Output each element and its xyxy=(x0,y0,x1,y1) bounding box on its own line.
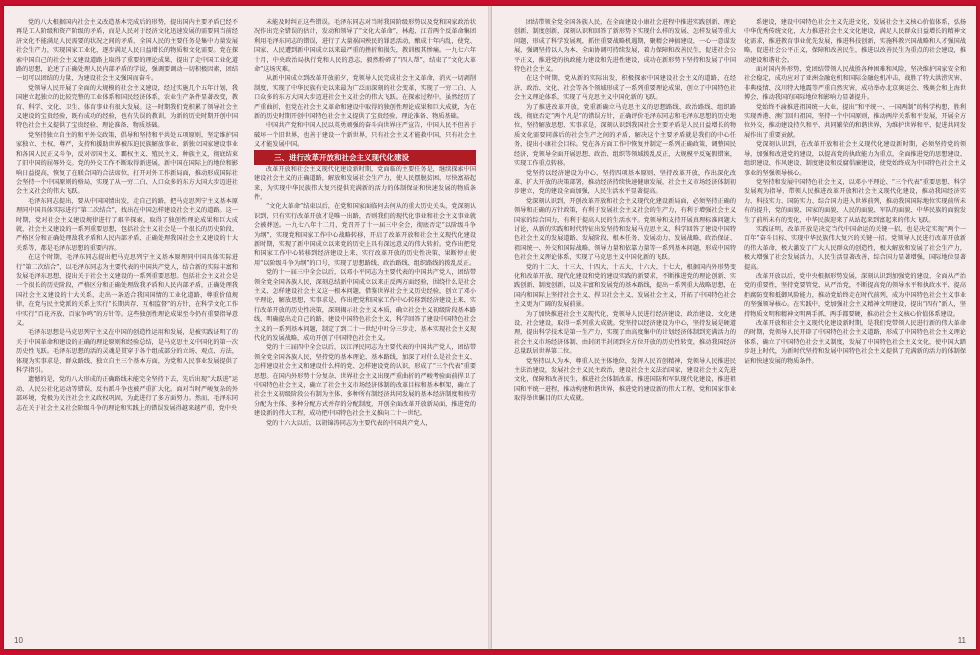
paragraph: 党的十一届三中全会以后，以邓小平同志为主要代表的中国共产党人，团结带领全党全国各族人民，深刻总结新中国成立以来正反两方面经验，围绕什么是社会主义、怎样建设社会主义这一根本问题，借鉴世界社会主义历史经验，创立了邓小平理论，解放思想，实事求是，作出把党和国家工作中心转移到经济建设上来、实行改革开放的历史性决策，深刻揭示社会主义本质，确立社会主义初级阶段基本路线，明确提出走自己的路、建设中国特色社会主义，科学回答了建设中国特色社会主义的一系列基本问题，制定了到二十一世纪中叶分三步走、基本实现社会主义现代化的发展战略，成功开创了中国特色社会主义。 xyxy=(254,269,476,342)
section-heading: 三、进行改革开放和社会主义现代化建设 xyxy=(254,150,476,165)
right-page-column-1 xyxy=(514,18,736,404)
paragraph: 实践证明，改革开放是决定当代中国命运的关键一招，也是决定实现“两个一百年”奋斗目标、实现中华民族伟大复兴的关键一招。党领导人民进行改革开放新的伟大革命，极大激发了广大人民群众的创造性，极大解放和发展了社会生产力，极大增强了社会发展活力，人民生活显著改善，综合国力显著增强，国际地位显著提高。 xyxy=(744,225,966,271)
right-page-column-2 xyxy=(744,18,966,366)
left-page xyxy=(4,6,488,649)
left-page-column-2 xyxy=(254,18,476,428)
paragraph: 未能及时纠正这些错误。毛泽东同志对当时我国阶级形势以及党和国家政治状况作出完全错误的估计，发动和领导了“文化大革命”，林彪、江青两个反革命集团利用毛泽东同志的错误，进行了大量祸国殃民的罪恶活动，酿成十年内乱，使党、国家、人民遭到新中国成立以来最严重的挫折和损失，教训极其惨痛。一九七六年十月，中央政治局执行党和人民的意志，毅然粉碎了“四人帮”，结束了“文化大革命”这场灾难。 xyxy=(254,19,476,74)
paragraph: 改革开放和社会主义现代化建设新时期，是我们党带领人民进行新的伟大革命的时期，党领导人民开辟了中国特色社会主义道路，形成了中国特色社会主义理论体系，确立了中国特色社会主义制度，发展了中国特色社会主义文化，使中国大踏步赶上时代，为新时代坚持和发展中国特色社会主义提供了充满新的活力的体制保证和快速发展的物质条件。 xyxy=(744,320,966,365)
left-page-column-1 xyxy=(16,18,238,413)
paragraph: 从新中国成立到改革开放前夕，党领导人民完成社会主义革命，消灭一切剥削制度，实现了中华民族有史以来最为广泛而深刻的社会变革，实现了一穷二白、人口众多的东方大国大步迈进社会主义社会的伟大飞跃。在探索过程中，虽然经历了严重曲折，但党在社会主义革命和建设中取得的独创性理论成果和巨大成就，为在新的历史时期开创中国特色社会主义提供了宝贵经验、理论准备、物质基础。 xyxy=(254,75,476,121)
paragraph: 党坚持和发展中国特色社会主义，以邓小平理论、“三个代表”重要思想、科学发展观为指导，带领人民推进改革开放和社会主义现代化建设，推动我国经济实力、科技实力、国防实力、综合国力进入世界前列，推动我国国际地位实现前所未有的提升，党的面貌、国家的面貌、人民的面貌、军队的面貌、中华民族的面貌发生了前所未有的变化，中华民族迎来了从站起来到富起来的伟大飞跃。 xyxy=(744,178,966,224)
paragraph: 毛泽东思想是马克思列宁主义在中国的创造性运用和发展，是被实践证明了的关于中国革命和建设的正确的理论原则和经验总结，是马克思主义中国化的第一次历史性飞跃。毛泽东思想的活的灵魂是贯穿于各个组成部分的立场、观点、方法，体现为实事求是、群众路线、独立自主三个基本方面，为党和人民事业发展提供了科学指引。 xyxy=(16,329,238,375)
paragraph: “文化大革命”结束以后，在党和国家面临何去何从的重大历史关头，党深刻认识到，只有实行改革开放才是唯一出路，否则我们的现代化事业和社会主义事业就会被葬送。一九七八年十二月，党召开了十一届三中全会，彻底否定“以阶级斗争为纲”，实现党和国家工作中心战略转移，开启了改革开放和社会主义现代化建设新时期，实现了新中国成立以来党的历史上具有深远意义的伟大转折。党作出把党和国家工作中心转移到经济建设上来、实行改革开放的历史性决策，果断停止使用“以阶级斗争为纲”的口号，实现了思想路线、政治路线、组织路线的拨乱反正。 xyxy=(254,203,476,267)
paragraph: 在这个时期，党从新的实际出发，积极探索中国建设社会主义的道路，在经济、政治、文化、社会等各个领域形成了一系列重要理论成果，创立了中国特色社会主义理论体系，实现了马克思主义中国化新的飞跃。 xyxy=(514,75,736,102)
paragraph: 为了推进改革开放，党重新确立马克思主义的思想路线、政治路线、组织路线，彻底否定“两个凡是”的错误方针，正确评价毛泽东同志和毛泽东思想的历史地位，坚持解放思想、实事求是，深刻认识到我国社会主要矛盾是人民日益增长的物质文化需要同落后的社会生产之间的矛盾，解决这个主要矛盾就是我们的中心任务，提出小康社会目标。党在各方面工作中恢复并制定一系列正确政策，调整国民经济，党领导全面开展思想、政治、组织等领域拨乱反正，大规模平反冤假错案，实现工作重点转移。 xyxy=(514,103,736,168)
paragraph: 党坚持以经济建设为中心、坚持四项基本原则、坚持改革开放，作出深化改革、扩大开放的决策部署，推动经济持续快速健康发展，社会主义市场经济体制初步建立，党的建设全面加强，人民生活水平显著提高。 xyxy=(514,169,736,196)
paragraph: 党的八大根据国内社会主义改造基本完成后的形势，提出国内主要矛盾已经不再是工人阶级和资产阶级的矛盾，而是人民对于经济文化迅速发展的需要同当前经济文化不能满足人民需要的状况之间的矛盾，全国人民的主要任务是集中力量发展社会生产力，实现国家工业化，逐步满足人民日益增长的物质和文化需要。党在探索中国自己的社会主义建设道路上取得了重要的理论成果，提出了走中国工业化道路的思想，论述了正确处理人民内部矛盾的学说，强调要调动一切积极因素，团结一切可以团结的力量，为建设社会主义强国而奋斗。 xyxy=(16,19,238,83)
paragraph: 党坚持独立自主的和平外交政策，倡导和坚持和平共处五项原则，坚定维护国家独立、主权、尊严，支持和援助世界被压迫民族解放事业、新独立国家建设事业和各国人民正义斗争，反对帝国主义、霸权主义、殖民主义、种族主义，彻底结束了旧中国的屈辱外交。党的外交工作不断取得新进展，新中国在国际上的地位和影响日益提高，恢复了在联合国的合法席位，打开对外工作新局面，推动形成国际社会坚持一个中国原则的格局，实现了从一穷二白、人口众多的东方大国大步迈进社会主义社会的伟大飞跃。 xyxy=(16,131,238,196)
page-number-right: 11 xyxy=(957,636,966,645)
page-number-left: 10 xyxy=(14,636,23,645)
paragraph: 党的十三届四中全会以后，以江泽民同志为主要代表的中国共产党人，团结带领全党全国各族人民，坚持党的基本理论、基本路线，加深了对什么是社会主义、怎样建设社会主义和建设什么样的党、怎样建设党的认识，形成了“三个代表”重要思想。在国内外形势十分复杂、世界社会主义出现严重曲折的严峻考验面前捍卫了中国特色社会主义，确立了社会主义市场经济体制的改革目标和基本框架，确立了社会主义初级阶段公有制为主体、多种所有制经济共同发展的基本经济制度和按劳分配为主体、多种分配方式并存的分配制度，开创全面改革开放新局面，推进党的建设新的伟大工程，成功把中国特色社会主义推向二十一世纪。 xyxy=(254,344,476,418)
right-page xyxy=(492,6,976,649)
paragraph: 党深刻认识到，在改革开放和社会主义现代化建设新时期，必须坚持党的领导，加强和改进党的建设，以提高党的执政能力为重点，全面推进党的思想建设、组织建设、作风建设、制度建设和反腐倡廉建设，使党始终成为中国特色社会主义事业的坚强领导核心。 xyxy=(744,141,966,177)
paragraph: 党领导人民开展了全面的大规模的社会主义建设，经过实施几个五年计划，我国建立起独立的比较完整的工业体系和国民经济体系，农业生产条件显著改变，教育、科学、文化、卫生、体育事业有很大发展。这一时期我们党积累了领导社会主义建设的宝贵经验，既有成功的经验，也有失误的教训，为新的历史时期开创中国特色社会主义提供了宝贵经验、理论准备、物质基础。 xyxy=(16,84,238,130)
paragraph: 中国共产党和中国人民以英勇顽强的奋斗向世界庄严宣告，中国人民不但善于破坏一个旧世界，也善于建设一个新世界，只有社会主义才能救中国，只有社会主义才能发展中国。 xyxy=(254,122,476,149)
paragraph: 系建设，建设中国特色社会主义先进文化，发展社会主义核心价值体系，弘扬中华优秀传统文化，大力推进社会主义文化建设，满足人民群众日益增长的精神文化需求，推进教育事业优先发展，推进科技创新，实施科教兴国战略和人才强国战略，促进社会公平正义，保障和改善民生，推进以改善民生为重点的社会建设，推动建设和谐社会。 xyxy=(744,19,966,64)
paragraph: 毛泽东同志提出，要从中国国情出发，走自己的路，把马克思列宁主义基本原理同中国具体实际进行“第二次结合”，找出在中国怎样建设社会主义的道路。这一时期，党对社会主义建设规律进行了艰辛探索，取得了独创性理论成果和巨大成就，社会主义建设的一系列重要思想，包括社会主义社会是一个很长的历史阶段、严格区分和正确处理敌我矛盾和人民内部矛盾、正确处理我国社会主义建设的十大关系等，都是毛泽东思想的重要内容。 xyxy=(16,197,238,252)
paragraph: 改革开放以后，党中央根据形势发展，深刻认识到加强党的建设、全面从严治党的重要性，坚持党要管党、从严治党，不断提高党的领导水平和执政水平、提高拒腐防变和抵御风险能力，推动党始终走在时代前列，成为中国特色社会主义事业的坚强领导核心。在实践中，党加强社会主义精神文明建设，提出“四有”新人，坚持物质文明和精神文明两手抓、两手都要硬，推动社会主义核心价值体系建设。 xyxy=(744,272,966,318)
paragraph: 遗憾的是，党的八大形成的正确路线未能完全坚持下去，先后出现“大跃进”运动、人民公社化运动等错误，反右派斗争也被严重扩大化。面对当时严峻复杂的外部环境，党极为关注社会主义政权巩固，为此进行了多方面努力。然而，毛泽东同志在关于社会主义社会阶级斗争的理论和实践上的错误发展得越来越严重，党中央 xyxy=(16,376,238,412)
paragraph: 在这个时期，毛泽东同志提出把马克思列宁主义基本原理同中国具体实际进行“第二次结合”，以毛泽东同志为主要代表的中国共产党人，结合新的实际丰富和发展毛泽东思想，提出关于社会主义建设的一系列重要思想。包括社会主义社会是一个很长的历史阶段，严格区分和正确处理敌我矛盾和人民内部矛盾，正确处理我国社会主义建设的十大关系，走出一条适合我国国情的工业化道路，尊重价值规律，在党与民主党派的关系上实行“长期共存、互相监督”的方针，在科学文化工作中实行“百花齐放、百家争鸣”的方针等。这些独创性理论成果至今仍有重要指导意义。 xyxy=(16,254,238,327)
paragraph: 团结带领全党全国各族人民，在全面建设小康社会进程中推进实践创新、理论创新、制度创新，深刻认识和回答了新形势下实现什么样的发展、怎样发展等重大问题，形成了科学发展观，抓住重要战略机遇期，聚精会神搞建设，一心一意谋发展，强调坚持以人为本、全面协调可持续发展，着力保障和改善民生，促进社会公平正义，推进党的执政能力建设和先进性建设，成功在新形势下坚持和发展了中国特色社会主义。 xyxy=(514,19,736,74)
paragraph: 面对国内外形势，党团结带领人民战胜各种困难和风险，坚决维护国家安全和社会稳定，成功应对了亚洲金融危机和国际金融危机冲击，战胜了特大洪涝灾害、非典疫情、汶川特大地震等严重自然灾害，成功举办北京奥运会、残奥会和上海世博会，推动我国的国际地位和影响力显著提升。 xyxy=(744,66,966,102)
paragraph: 党坚持以人为本，尊重人民主体地位，发挥人民首创精神，党领导人民推进民主法治建设，发展社会主义民主政治，建设社会主义法治国家，建设社会主义先进文化，保障和改善民生，推进社会体制改革，推进国防和军队现代化建设，推进祖国和平统一进程，推动构建和谐世界，推进党的建设新的伟大工程，党和国家事业取得举世瞩目的巨大成就。 xyxy=(514,357,736,403)
paragraph: 党深刻认识到，开创改革开放和社会主义现代化建设新局面，必须坚持正确的领导和正确的方针政策，有利于发展社会主义社会的生产力，有利于增强社会主义国家的综合国力，有利于提高人民的生活水平。党领导和支持开展真理标准问题大讨论，从新的实践和时代特征出发坚持和发展马克思主义，科学回答了建设中国特色社会主义的发展道路、发展阶段、根本任务、发展动力、发展战略、政治保证、祖国统一、外交和国际战略、领导力量和依靠力量等一系列基本问题，形成中国特色社会主义理论体系，实现了马克思主义中国化新的飞跃。 xyxy=(514,197,736,262)
paragraph: 党始终不渝推进祖国统一大业，提出“和平统一、一国两制”的科学构想，胜利实现香港、澳门回归祖国，坚持一个中国原则，推动两岸关系和平发展，开展全方位外交，推动建设持久和平、共同繁荣的和谐世界，为维护世界和平、促进共同发展作出了重要贡献。 xyxy=(744,103,966,139)
paragraph: 改革开放和社会主义现代化建设新时期，党面临的主要任务是，继续探索中国建设社会主义的正确道路，解放和发展社会生产力，使人民摆脱贫困、尽快富裕起来，为实现中华民族伟大复兴提供充满新的活力的体制保证和快速发展的物质条件。 xyxy=(254,165,476,201)
paragraph: 党的十二大、十三大、十四大、十五大、十六大、十七大，根据国内外形势变化和改革开放、现代化建设和党的建设实践的新要求，不断推进党的理论创新、实践创新、制度创新，以及丰富和发展党的基本路线，提出一系列重大战略思想，在国内和国际上坚持社会主义、捍卫社会主义、发展社会主义，开拓了中国特色社会主义更为广阔的发展前景。 xyxy=(514,263,736,309)
paragraph: 为了加快推进社会主义现代化，党领导人民进行经济建设、政治建设、文化建设、社会建设，取得一系列重大成就。党坚持以经济建设为中心，坚持发展是硬道理，提出科学技术是第一生产力，实现了由高度集中的计划经济体制到充满活力的社会主义市场经济体制、由封闭半封闭到全方位开放的历史性转变，推动我国经济总量跃居世界第二位。 xyxy=(514,310,736,356)
paragraph: 党的十六大以后，以胡锦涛同志为主要代表的中国共产党人， xyxy=(266,419,432,427)
